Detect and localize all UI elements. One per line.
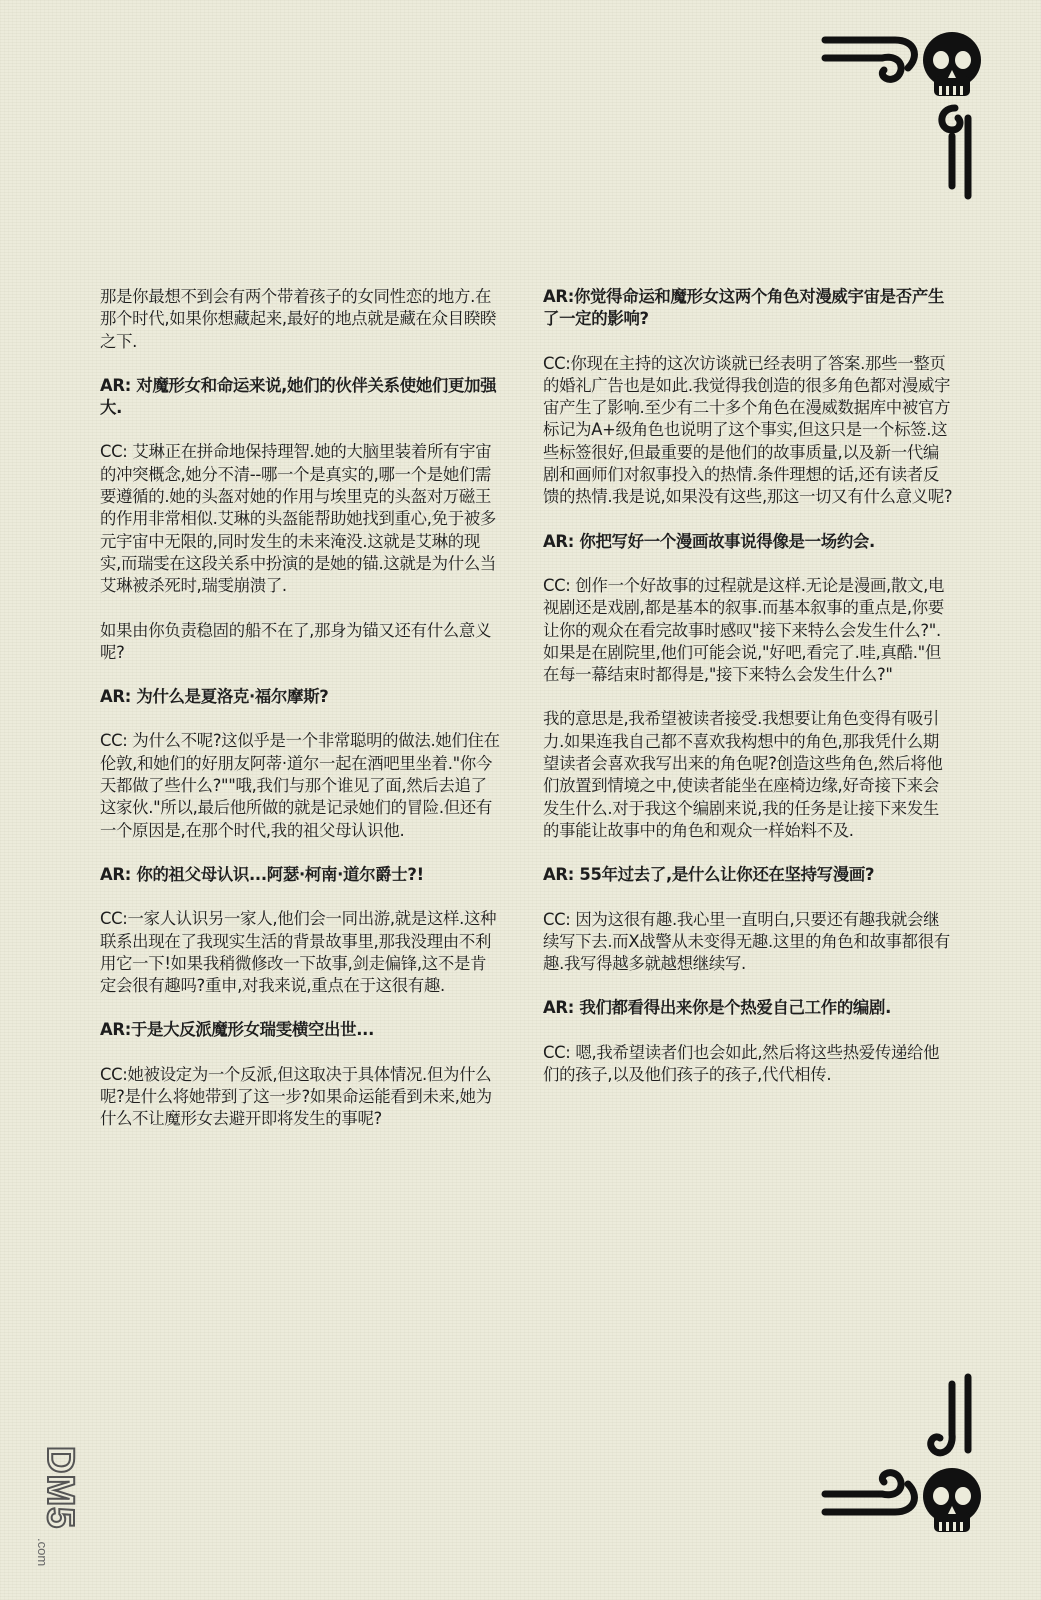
answer-paragraph: CC: 为什么不呢?这似乎是一个非常聪明的做法.她们住在伦敦,和她们的好朋友阿蒂·道尔一起在酒吧里坐着."你今天都做了些什么?""哦,我们与那个谁见了面,然后去追了这家伙."所以,最后他所做的就是记录她们的冒险.但还有一个原因是,在那个时代,我的祖父母认识他.	[100, 731, 500, 840]
dm5-watermark-logo	[12, 1442, 81, 1592]
answer-paragraph: CC: 艾琳正在拼命地保持理智.她的大脑里装着所有宇宙的冲突概念,她分不清--哪一个是真实的,哪一个是她们需要遵循的.她的头盔对她的作用与埃里克的头盔对万磁王的作用非常相似.艾琳的头盔能帮助她找到重心,免于被多元宇宙中无限的,同时发生的未来淹没.这就是艾琳的现实,而瑞雯在这段关系中扮演的是她的锚.这就是为什么当艾琳被杀死时,瑞雯崩溃了.	[100, 442, 496, 596]
skull-icon	[923, 32, 981, 96]
answer-paragraph: CC:她被设定为一个反派,但这取决于具体情况.但为什么呢?是什么将她带到了这一步?如果命运能看到未来,她为什么不让魔形女去避开即将发生的事呢?	[100, 1064, 492, 1129]
answer-paragraph: 我的意思是,我希望被读者接受.我想要让角色变得有吸引力.如果连我自己都不喜欢我构想中的角色,那我凭什么期望读者会喜欢我写出来的角色呢?创造这些角色,然后将他们放置到情境之中,使读者能坐在座椅边缘,好奇接下来会发生什么.对于我这个编剧来说,我的任务是让接下来发生的事能让故事中的角色和观众一样始料不及.	[543, 709, 943, 840]
answer-paragraph: CC:你现在主持的这次访谈就已经表明了答案.那些一整页的婚礼广告也是如此.我觉得我创造的很多角色都对漫威宇宙产生了影响.至少有二十多个角色在漫威数据库中被官方标记为A+级角色也说明了这个事实,但这只是一个标签.这些标签很好,但最重要的是他们的故事质量,以及新一代编剧和画师们对叙事投入的热情.条件理想的话,还有读者反馈的热情.我是说,如果没有这些,那这一切又有什么意义呢?	[543, 353, 953, 507]
bottom-skull-ornament	[820, 1372, 985, 1542]
interview-question: AR: 你的祖父母认识...阿瑟·柯南·道尔爵士?!	[100, 864, 424, 884]
interview-question: AR: 我们都看得出来你是个热爱自己工作的编剧.	[543, 998, 892, 1018]
right-column	[543, 286, 953, 1108]
left-column	[100, 286, 500, 1153]
answer-paragraph: CC:一家人认识另一家人,他们会一同出游,就是这样.这种联系出现在了我现实生活的背景故事里,那我没理由不利用它一下!如果我稍微修改一下故事,剑走偏锋,这不是肯定会很有趣吗?重申,对我来说,重点在于这很有趣.	[100, 909, 497, 996]
interview-question: AR: 你把写好一个漫画故事说得像是一场约会.	[543, 531, 875, 551]
watermark-text: DM5	[39, 1446, 81, 1530]
top-skull-ornament	[820, 18, 985, 203]
answer-paragraph: 那是你最想不到会有两个带着孩子的女同性恋的地方.在那个时代,如果你想藏起来,最好的地点就是藏在众目睽睽之下.	[100, 287, 496, 351]
interview-question: AR:于是大反派魔形女瑞雯横空出世...	[100, 1020, 375, 1040]
interview-question: AR: 55年过去了,是什么让你还在坚持写漫画?	[543, 865, 875, 885]
interview-question: AR: 对魔形女和命运来说,她们的伙伴关系使她们更加强大.	[100, 375, 497, 418]
interview-question: AR:你觉得命运和魔形女这两个角色对漫威宇宙是否产生了一定的影响?	[543, 287, 945, 329]
answer-paragraph: CC: 嗯,我希望读者们也会如此,然后将这些热爱传递给他们的孩子,以及他们孩子的孩子,代代相传.	[543, 1042, 940, 1085]
answer-paragraph: CC: 因为这很有趣.我心里一直明白,只要还有趣我就会继续写下去.而X战警从未变得无趣.这里的角色和故事都很有趣.我写得越多就越想继续写.	[543, 909, 950, 974]
interview-question: AR: 为什么是夏洛克·福尔摩斯?	[100, 687, 329, 707]
answer-paragraph: 如果由你负责稳固的船不在了,那身为锚又还有什么意义呢?	[100, 620, 492, 662]
answer-paragraph: CC: 创作一个好故事的过程就是这样.无论是漫画,散文,电视剧还是戏剧,都是基本的叙事.而基本叙事的重点是,你要让你的观众在看完故事时感叹"接下来特么会发生什么?".如果是在剧院里,他们可能会说,"好吧,看完了.哇,真酷."但在每一幕结束时都得是,"接下来特么会发生什么?"	[543, 575, 945, 685]
watermark-subtext: .com	[35, 1538, 50, 1567]
skull-icon	[923, 1468, 981, 1532]
